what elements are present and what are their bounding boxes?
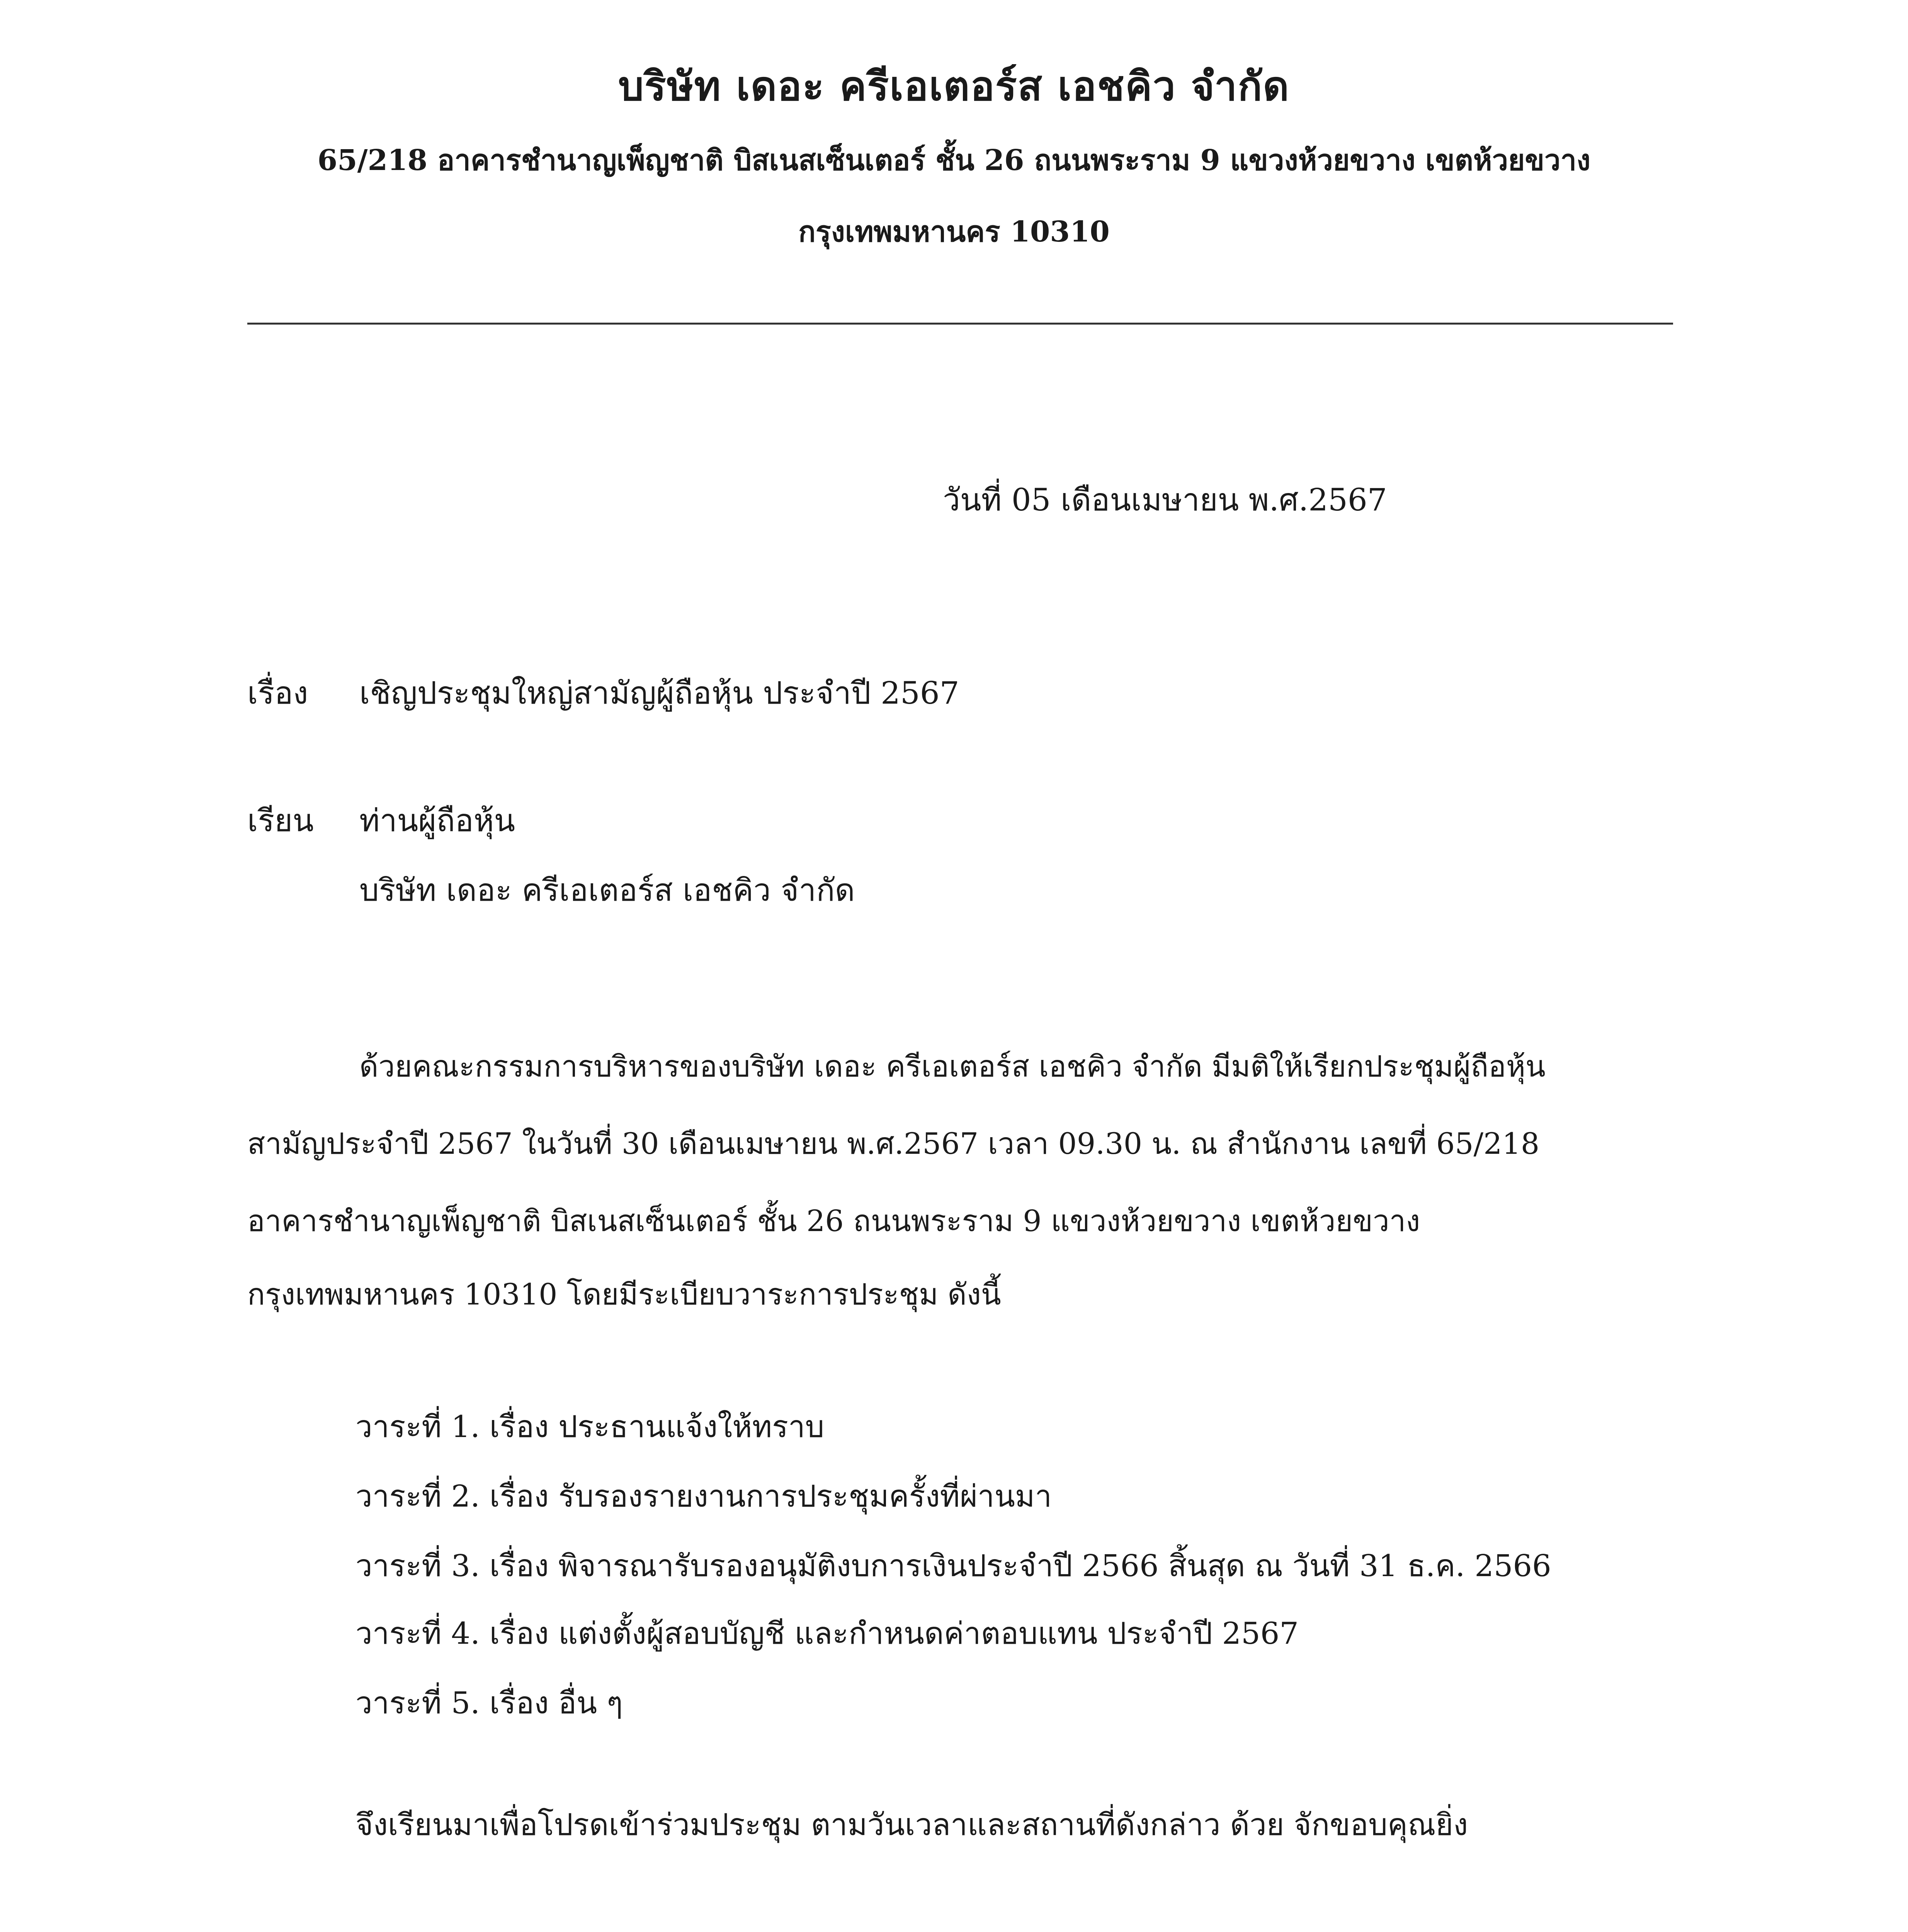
body-line-1: ด้วยคณะกรรมการบริหารของบริษัท เดอะ ครีเอเตอร์ส เอชคิว จำกัด มีมติให้เรียกประชุมผู้ถือหุ้น	[359, 1049, 1546, 1083]
letter-date: วันที่ 05 เดือนเมษายน พ.ศ.2567	[943, 482, 1387, 518]
body-line-4: กรุงเทพมหานคร 10310 โดยมีระเบียบวาระการประชุม ดังนี้	[247, 1277, 1001, 1311]
recipient-label: เรียน	[247, 803, 314, 838]
agenda-item: วาระที่ 2. เรื่อง รับรองรายงานการประชุมครั้งที่ผ่านมา	[355, 1479, 1052, 1514]
company-address-line1: 65/218 อาคารชำนาญเพ็ญชาติ บิสเนสเซ็นเตอร์ ชั้น 26 ถนนพระราม 9 แขวงห้วยขวาง เขตห้วยขวาง	[317, 144, 1591, 177]
subject-label: เรื่อง	[247, 675, 308, 711]
company-address-line2: กรุงเทพมหานคร 10310	[798, 215, 1110, 248]
body-line-3: อาคารชำนาญเพ็ญชาติ บิสเนสเซ็นเตอร์ ชั้น 26 ถนนพระราม 9 แขวงห้วยขวาง เขตห้วยขวาง	[247, 1204, 1420, 1238]
subject-text: เชิญประชุมใหญ่สามัญผู้ถือหุ้น ประจำปี 2567	[359, 675, 959, 711]
agenda-item: วาระที่ 1. เรื่อง ประธานแจ้งให้ทราบ	[355, 1410, 825, 1444]
body-line-2: สามัญประจำปี 2567 ในวันที่ 30 เดือนเมษายน พ.ศ.2567 เวลา 09.30 น. ณ สำนักงาน เลขที่ 65/218	[247, 1126, 1540, 1161]
closing-sentence: จึงเรียนมาเพื่อโปรดเข้าร่วมประชุม ตามวันเวลาและสถานที่ดังกล่าว ด้วย จักขอบคุณยิ่ง	[355, 1808, 1468, 1842]
letterhead-divider	[247, 323, 1673, 325]
company-name: บริษัท เดอะ ครีเอเตอร์ส เอชคิว จำกัด	[618, 62, 1290, 110]
agenda-item: วาระที่ 4. เรื่อง แต่งตั้งผู้สอบบัญชี และกำหนดค่าตอบแทน ประจำปี 2567	[355, 1616, 1299, 1651]
recipient-line2: บริษัท เดอะ ครีเอเตอร์ส เอชคิว จำกัด	[359, 872, 855, 908]
agenda-item: วาระที่ 5. เรื่อง อื่น ๆ	[355, 1686, 623, 1721]
agenda-item: วาระที่ 3. เรื่อง พิจารณารับรองอนุมัติงบการเงินประจำปี 2566 สิ้นสุด ณ วันที่ 31 ธ.ค. 2566	[355, 1549, 1551, 1583]
recipient-line1: ท่านผู้ถือหุ้น	[359, 803, 515, 838]
